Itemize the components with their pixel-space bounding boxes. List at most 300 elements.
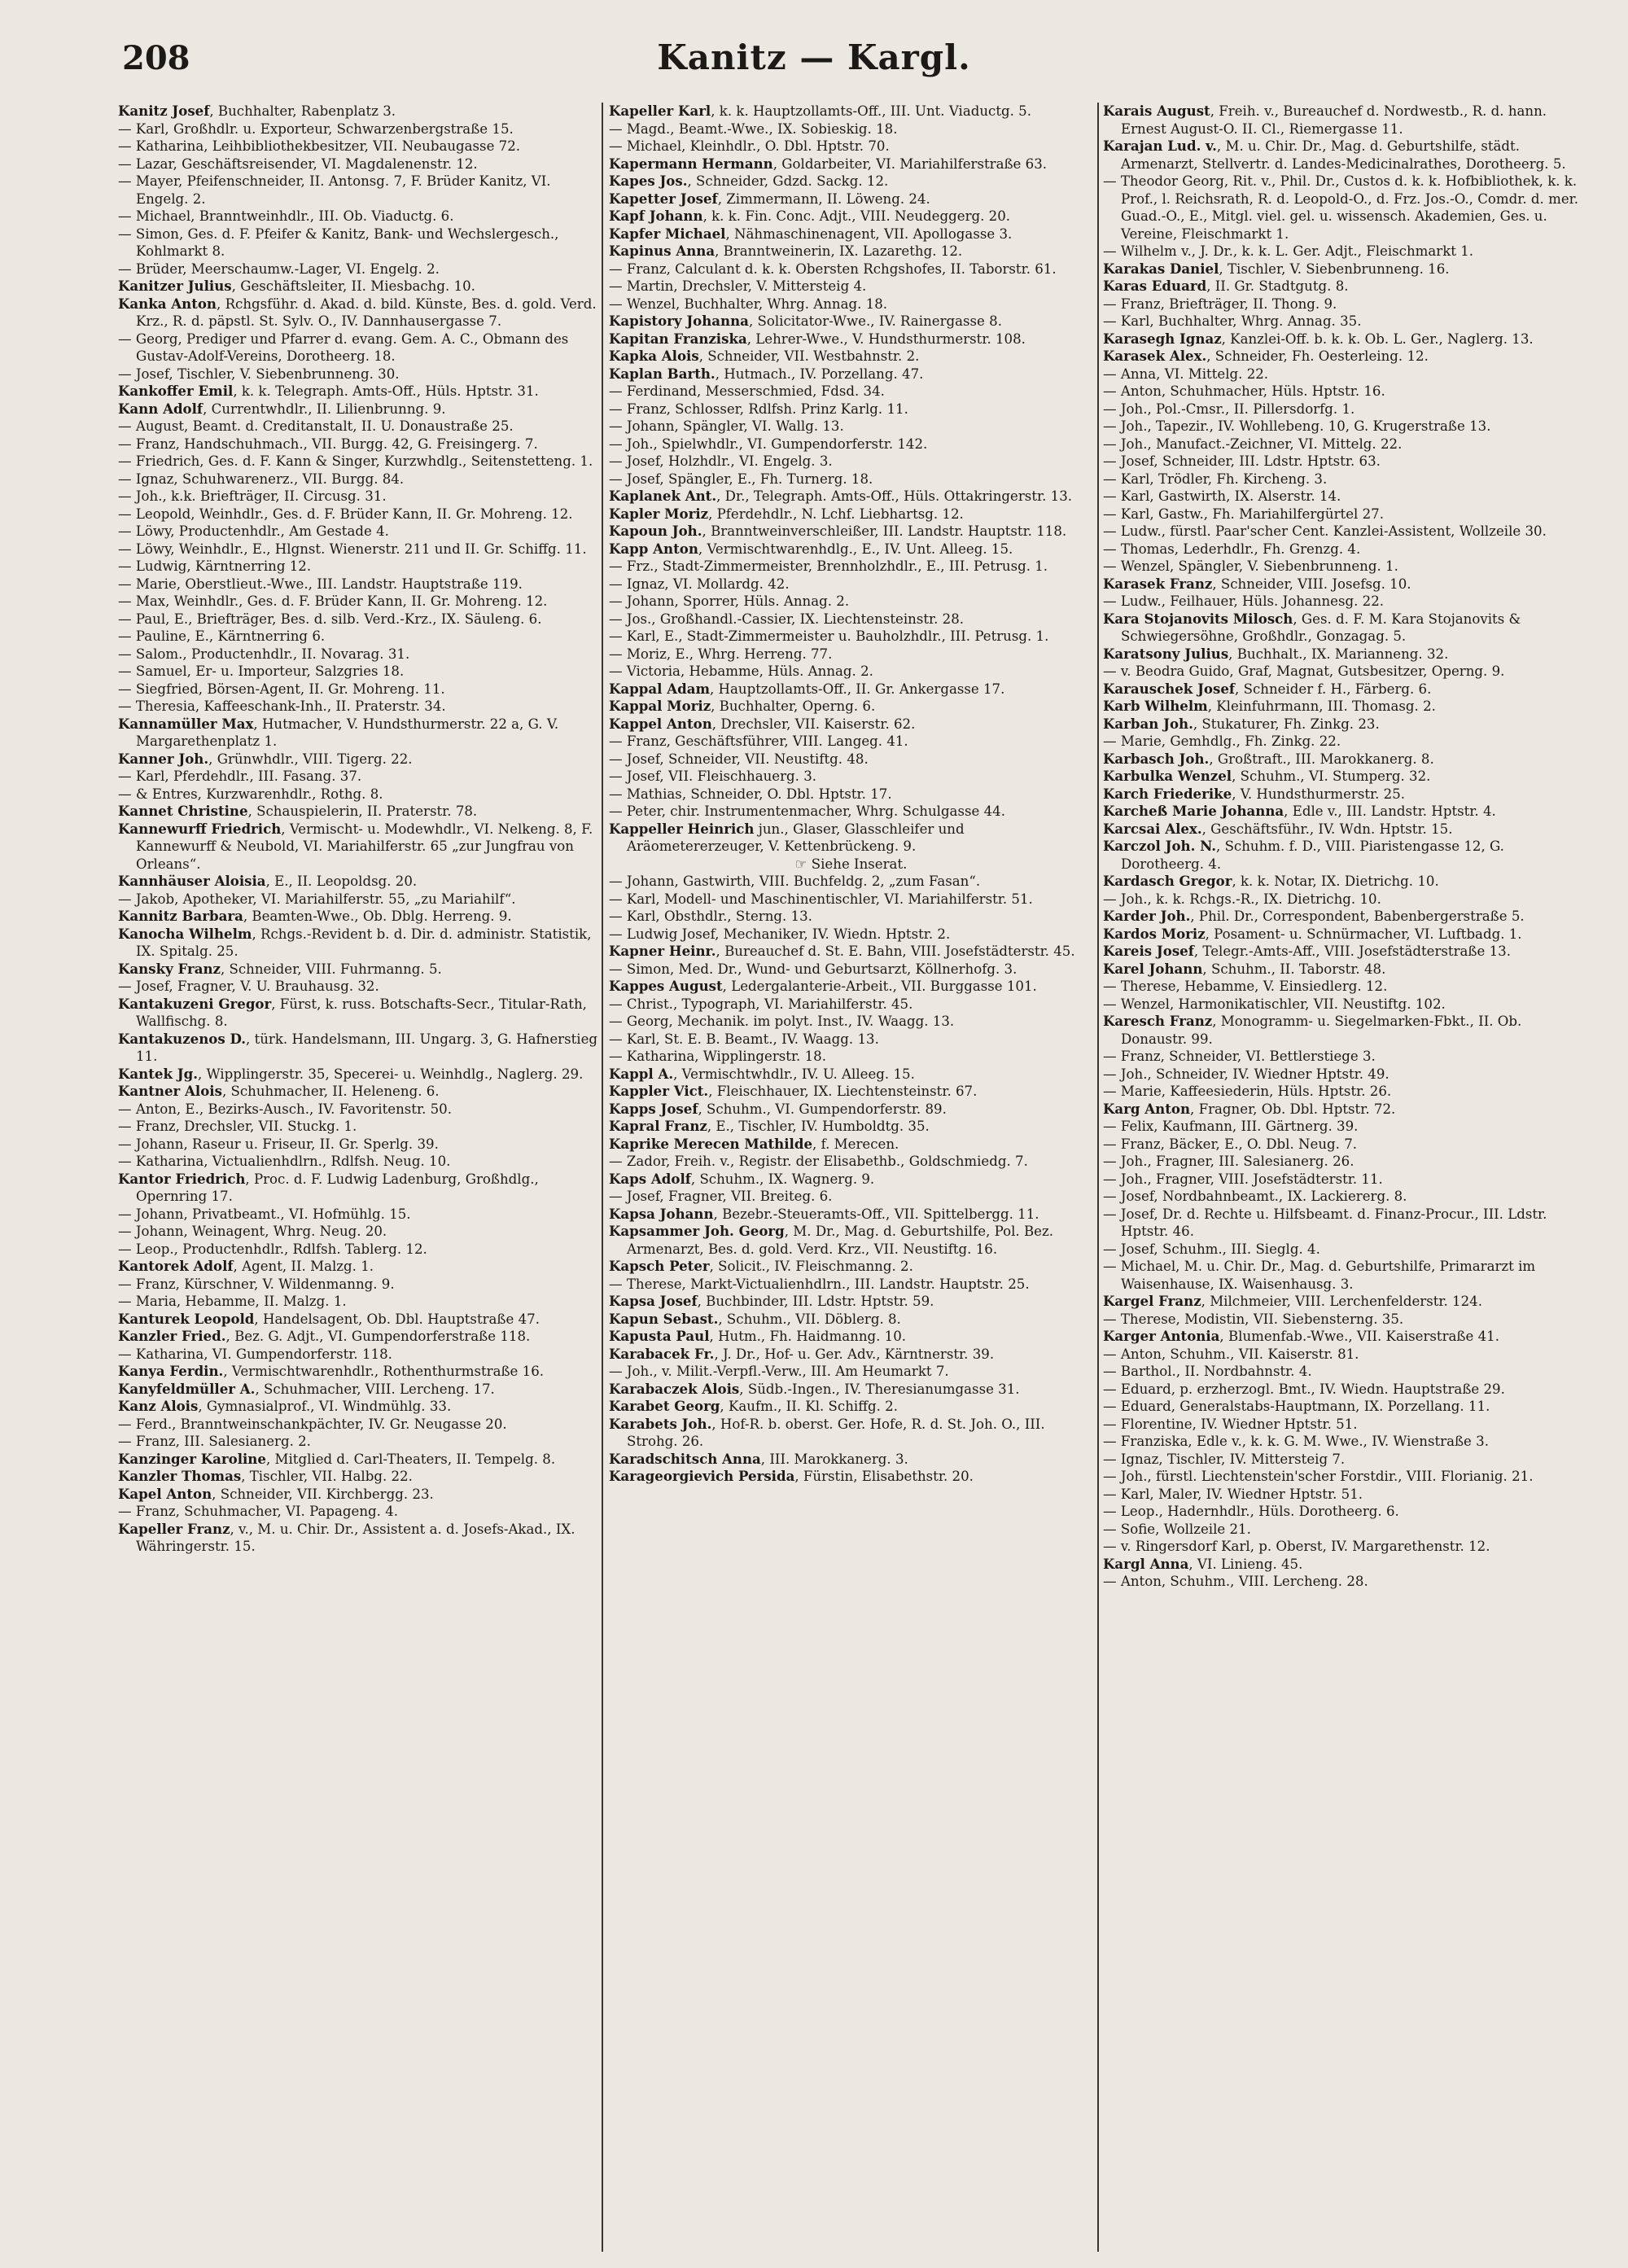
directory-entry <box>609 488 1093 506</box>
directory-entry <box>118 926 598 961</box>
directory-entry <box>1103 751 1591 768</box>
entry-details: — Johann, Privatbeamt., VI. Hofmühlg. 15. <box>118 1206 411 1222</box>
entry-details: — Moriz, E., Whrg. Herreng. 77. <box>609 646 833 662</box>
entry-surname: Karadschitsch Anna <box>609 1450 761 1467</box>
entry-details: — Marie, Gemhdlg., Fh. Zinkg. 22. <box>1103 733 1341 749</box>
entry-details: — Joh., Pol.-Cmsr., II. Pillersdorfg. 1. <box>1103 401 1355 417</box>
entry-details: — Barthol., II. Nordbahnstr. 4. <box>1103 1364 1312 1379</box>
entry-details: — Karl, Gastwirth, IX. Alserstr. 14. <box>1103 488 1341 504</box>
entry-details: — Josef, Schneider, III. Ldstr. Hptstr. 63. <box>1103 453 1381 469</box>
directory-entry <box>118 383 598 401</box>
directory-entry <box>118 418 598 436</box>
directory-entry <box>1103 961 1591 979</box>
entry-details: — Katharina, Victualienhdlrn., Rdlfsh. Neug. 10. <box>118 1154 451 1169</box>
directory-entry <box>609 296 1093 313</box>
entry-details: , Phil. Dr., Correspondent, Babenbergerstraße 5. <box>1190 909 1525 924</box>
directory-entry <box>609 331 1093 348</box>
entry-details: — Josef, Holzhdlr., VI. Engelg. 3. <box>609 453 833 469</box>
entry-details: — Florentine, IV. Wiedner Hptstr. 51. <box>1103 1416 1358 1432</box>
entry-surname: Kanzler Fried. <box>118 1328 226 1344</box>
entry-details: — August, Beamt. d. Creditanstalt, II. U. Donaustraße 25. <box>118 418 514 434</box>
directory-entry <box>1103 821 1591 838</box>
entry-details: jun., Glaser, Glasschleifer und Aräometererzeuger, V. Kettenbrückeng. 9. <box>627 821 965 854</box>
directory-entry <box>609 313 1093 331</box>
directory-entry <box>1103 1293 1591 1311</box>
entry-surname: Kantorek Adolf <box>118 1258 234 1274</box>
entry-surname: Kaprike Merecen Mathilde <box>609 1135 813 1152</box>
directory-entry <box>1103 576 1591 593</box>
directory-entry <box>118 296 598 331</box>
directory-entry <box>118 646 598 663</box>
entry-surname: Karabacek Fr. <box>609 1345 715 1362</box>
entry-details: — Löwy, Weinhdlr., E., Hlgnst. Wienerstr. 211 und II. Gr. Schiffg. 11. <box>118 541 587 557</box>
directory-entry <box>1103 873 1591 891</box>
directory-entry <box>118 1468 598 1486</box>
directory-entry <box>118 453 598 471</box>
entry-surname: Kaplan Barth. <box>609 365 716 382</box>
directory-entry <box>1103 1311 1591 1329</box>
entry-details: — v. Ringersdorf Karl, p. Oberst, IV. Margarethenstr. 12. <box>1103 1539 1490 1554</box>
directory-entry <box>1103 1206 1591 1241</box>
entry-details: , Kaufm., II. Kl. Schiffg. 2. <box>720 1399 899 1414</box>
directory-entry <box>118 663 598 681</box>
directory-entry <box>1103 1136 1591 1154</box>
directory-entry <box>609 786 1093 803</box>
directory-entry <box>609 558 1093 576</box>
entry-details: — Josef, Fragner, V. U. Brauhausg. 32. <box>118 979 379 994</box>
directory-entry <box>609 681 1093 698</box>
directory-entry <box>118 1328 598 1346</box>
entry-details: — Ludwig Josef, Mechaniker, IV. Wiedn. Hptstr. 2. <box>609 926 951 942</box>
entry-details: , k. k. Telegraph. Amts-Off., Hüls. Hptstr. 31. <box>233 383 539 399</box>
entry-details: — Katharina, VI. Gumpendorferstr. 118. <box>118 1346 392 1362</box>
entry-surname: Kapetter Josef <box>609 190 718 207</box>
directory-entry <box>609 1206 1093 1224</box>
entry-surname: Karatsony Julius <box>1103 645 1229 662</box>
entry-details: — Franz, III. Salesianerg. 2. <box>118 1434 311 1449</box>
entry-details: — Eduard, Generalstabs-Hauptmann, IX. Porzellang. 11. <box>1103 1399 1490 1414</box>
directory-entry <box>118 786 598 803</box>
entry-surname: Kapes Jos. <box>609 173 688 189</box>
directory-entry <box>118 996 598 1031</box>
entry-surname: Kapf Johann <box>609 208 703 224</box>
directory-entry <box>609 383 1093 401</box>
directory-entry <box>118 366 598 383</box>
entry-details: — Peter, chir. Instrumentenmacher, Whrg. Schulgasse 44. <box>609 803 1005 819</box>
entry-details: — Magd., Beamt.-Wwe., IX. Sobieskig. 18. <box>609 120 898 137</box>
directory-entry <box>1103 1013 1591 1048</box>
directory-entry <box>1103 733 1591 751</box>
directory-entry <box>118 593 598 611</box>
directory-entry <box>1103 1398 1591 1416</box>
directory-entry <box>609 768 1093 786</box>
directory-entry <box>118 1381 598 1399</box>
directory-entry <box>118 1311 598 1329</box>
directory-entry <box>118 488 598 506</box>
directory-entry <box>1103 681 1591 698</box>
entry-details: , Solicitator-Wwe., IV. Rainergasse 8. <box>748 313 1002 329</box>
directory-entry <box>118 1066 598 1084</box>
entry-details: — Eduard, p. erzherzogl. Bmt., IV. Wiedn. Hauptstraße 29. <box>1103 1381 1505 1397</box>
entry-details: , Bureauchef d. St. E. Bahn, VIII. Josefstädterstr. 45. <box>716 944 1075 959</box>
entry-details: — Löwy, Productenhdlr., Am Gestade 4. <box>118 523 389 539</box>
directory-entry <box>118 576 598 593</box>
directory-entry <box>609 1153 1093 1171</box>
directory-entry <box>118 1503 598 1521</box>
entry-details: , Stukaturer, Fh. Zinkg. 23. <box>1193 716 1380 732</box>
entry-details: , Telegr.-Amts-Aff., VIII. Josefstädterstraße 13. <box>1193 944 1511 959</box>
entry-details: — Franz, Schuhmacher, VI. Papageng. 4. <box>118 1504 399 1519</box>
directory-entry <box>118 1101 598 1119</box>
entry-surname: Kapka Alois <box>609 348 699 364</box>
entry-surname: Kapusta Paul <box>609 1328 710 1344</box>
directory-entry <box>1103 558 1591 576</box>
entry-details: — Johann, Raseur u. Friseur, II. Gr. Sperlg. 39. <box>118 1136 439 1152</box>
entry-details: , Buchbinder, III. Ldstr. Hptstr. 59. <box>697 1294 934 1309</box>
directory-entry <box>1103 1521 1591 1539</box>
directory-entry <box>609 943 1093 961</box>
entry-details: — Karl, E., Stadt-Zimmermeister u. Bauholzhdlr., III. Petrusg. 1. <box>609 628 1049 644</box>
entry-details: , Mitglied d. Carl-Theaters, II. Tempelg. 8. <box>265 1451 556 1467</box>
directory-entry <box>609 1381 1093 1399</box>
directory-entry <box>609 926 1093 944</box>
column-divider <box>602 103 603 2252</box>
entry-surname: Kapler Moriz <box>609 505 709 522</box>
directory-entry <box>118 1486 598 1504</box>
entry-surname: Kapsa Johann <box>609 1205 714 1222</box>
entry-details: , Vermischtwarenhdlr., Rothenthurmstraße 16. <box>223 1364 545 1379</box>
directory-entry <box>1103 103 1591 138</box>
directory-entry <box>609 1136 1093 1154</box>
entry-surname: Kaps Adolf <box>609 1170 691 1187</box>
directory-entry <box>1103 471 1591 488</box>
directory-entry <box>1103 383 1591 401</box>
entry-surname: Karabets Joh. <box>609 1415 712 1432</box>
directory-entry <box>609 1101 1093 1119</box>
entry-details: — Karl, St. E. B. Beamt., IV. Waagg. 13. <box>609 1031 879 1047</box>
directory-entry <box>609 348 1093 366</box>
entry-details: , v., M. u. Chir. Dr., Assistent a. d. Josefs-Akad., IX. Währingerstr. 15. <box>136 1521 575 1554</box>
directory-entry <box>609 436 1093 453</box>
entry-details: — Josef, Nordbahnbeamt., IX. Lackiererg. 8. <box>1103 1189 1407 1204</box>
entry-details: — Therese, Hebamme, V. Einsiedlerg. 12. <box>1103 979 1388 994</box>
entry-details: — Josef, VII. Fleischhauerg. 3. <box>609 768 817 784</box>
column-divider <box>1097 103 1099 2252</box>
page-number: 208 <box>122 39 190 77</box>
entry-details: , Hutm., Fh. Haidmanng. 10. <box>709 1329 907 1344</box>
entry-surname: Kappal Adam <box>609 680 710 697</box>
entry-details: — Max, Weinhdlr., Ges. d. F. Brüder Kann, II. Gr. Mohreng. 12. <box>118 593 548 609</box>
entry-surname: Kapitan Franziska <box>609 330 747 347</box>
entry-details: — Joh., fürstl. Liechtenstein'scher Forstdir., VIII. Florianig. 21. <box>1103 1469 1534 1484</box>
entry-details: — Anton, Schuhmacher, Hüls. Hptstr. 16. <box>1103 383 1385 399</box>
entry-surname: Kardasch Gregor <box>1103 873 1232 889</box>
directory-entry <box>1103 173 1591 243</box>
entry-details: — Karl, Gastw., Fh. Mariahilfergürtel 27. <box>1103 506 1385 522</box>
directory-column-2 <box>609 103 1093 2252</box>
directory-entry <box>118 1153 598 1171</box>
directory-entry <box>609 576 1093 593</box>
entry-details: — Franz, Bäcker, E., O. Dbl. Neug. 7. <box>1103 1136 1358 1152</box>
entry-surname: Kapeller Franz <box>118 1520 230 1537</box>
entry-surname: Kappeller Heinrich <box>609 820 755 837</box>
entry-details: — Marie, Oberstlieut.-Wwe., III. Landstr. Hauptstraße 119. <box>118 576 523 592</box>
directory-entry <box>118 1223 598 1241</box>
directory-entry <box>609 1346 1093 1364</box>
entry-details: , Tischler, V. Siebenbrunneng. 16. <box>1219 261 1450 277</box>
entry-details: , Grünwhdlr., VIII. Tigerg. 22. <box>208 751 413 767</box>
entry-details: , Hof-R. b. oberst. Ger. Hofe, R. d. St. Joh. O., III. Strohg. 26. <box>627 1416 1045 1449</box>
entry-details: , Kleinfuhrmann, III. Thomasg. 2. <box>1207 698 1436 714</box>
directory-entry <box>609 278 1093 296</box>
entry-details: , Milchmeier, VIII. Lerchenfelderstr. 124. <box>1201 1294 1483 1309</box>
entry-details: — Karl, Maler, IV. Wiedner Hptstr. 51. <box>1103 1486 1363 1502</box>
entry-surname: Karasek Alex. <box>1103 348 1207 364</box>
entry-surname: Kapel Anton <box>118 1485 212 1502</box>
directory-entry <box>118 558 598 576</box>
directory-entry <box>609 1258 1093 1276</box>
directory-entry <box>118 401 598 418</box>
directory-entry <box>609 1363 1093 1381</box>
entry-surname: Kannamüller Max <box>118 715 254 732</box>
directory-entry <box>118 436 598 453</box>
directory-entry <box>1103 943 1591 961</box>
entry-details: — Franz, Schlosser, Rdlfsh. Prinz Karlg. 11. <box>609 401 908 417</box>
entry-details: — Joh., Spielwhdlr., VI. Gumpendorferstr. 142. <box>609 436 928 452</box>
directory-entry <box>118 523 598 541</box>
directory-entry <box>1103 1503 1591 1521</box>
entry-details: — Joh., k.k. Briefträger, II. Circusg. 31. <box>118 488 387 504</box>
entry-details: — Franz, Briefträger, II. Thong. 9. <box>1103 296 1337 312</box>
entry-details: — Joh., Fragner, III. Salesianerg. 26. <box>1103 1154 1354 1169</box>
directory-entry <box>118 1521 598 1556</box>
entry-details: — Franz, Geschäftsführer, VIII. Langeg. 41. <box>609 733 908 749</box>
directory-entry <box>118 681 598 698</box>
directory-entry <box>1103 1171 1591 1189</box>
directory-entry <box>609 243 1093 261</box>
directory-entry <box>609 401 1093 418</box>
entry-surname: Kargel Franz <box>1103 1293 1201 1309</box>
entry-details: , M. u. Chir. Dr., Mag. d. Geburtshilfe, städt. Armenarzt, Stellvertr. d. Landes-Medicinalrathes, Dorotheerg. 5. <box>1121 138 1566 172</box>
entry-details: , Schneider, VII. Westbahnstr. 2. <box>698 348 920 364</box>
entry-surname: Karger Antonia <box>1103 1328 1220 1344</box>
directory-entry <box>118 698 598 716</box>
entry-details: — Ludwig, Kärntnerring 12. <box>118 558 312 574</box>
entry-details: — Johann, Gastwirth, VIII. Buchfeldg. 2, „zum Fasan“. <box>609 873 981 889</box>
entry-details: — Franz, Kürschner, V. Wildenmanng. 9. <box>118 1276 395 1292</box>
entry-details: , Vermischt- u. Modewhdlr., VI. Nelkeng. 8, F. Kannewurff & Neubold, VI. Mariahilferstr. 65 „zur Jungfrau von Orleans“. <box>136 821 593 872</box>
directory-entry <box>1103 541 1591 558</box>
entry-details: , Kanzlei-Off. b. k. k. Ob. L. Ger., Naglerg. 13. <box>1221 331 1534 347</box>
directory-entry <box>1103 593 1591 611</box>
entry-surname: Kapsch Peter <box>609 1258 710 1274</box>
directory-entry <box>609 1031 1093 1049</box>
entry-details: , Fleischhauer, IX. Liechtensteinstr. 67. <box>708 1084 978 1099</box>
entry-details: — Josef, Schuhm., III. Sieglg. 4. <box>1103 1241 1320 1257</box>
entry-surname: Kapner Heinr. <box>609 943 716 959</box>
entry-details: , Geschäftsführ., IV. Wdn. Hptstr. 15. <box>1201 821 1453 837</box>
directory-entry <box>609 751 1093 768</box>
directory-entry <box>609 1223 1093 1258</box>
entry-details: — Therese, Markt-Victualienhdlrn., III. Landstr. Hauptstr. 25. <box>609 1276 1030 1292</box>
entry-details: , Wipplingerstr. 35, Specerei- u. Weinhdlg., Naglerg. 29. <box>197 1066 584 1082</box>
entry-surname: Karabaczek Alois <box>609 1380 740 1397</box>
entry-surname: Kantek Jg. <box>118 1065 198 1082</box>
entry-details: , Lehrer-Wwe., V. Hundsthurmerstr. 108. <box>746 331 1026 347</box>
directory-entry <box>609 208 1093 225</box>
entry-details: , Fürst, k. russ. Botschafts-Secr., Titular-Rath, Wallfischg. 8. <box>136 996 587 1029</box>
entry-details: — Martin, Drechsler, V. Mittersteig 4. <box>609 278 867 294</box>
directory-entry <box>1103 1556 1591 1574</box>
entry-details: , Handelsagent, Ob. Dbl. Hauptstraße 47. <box>254 1311 540 1327</box>
entry-details: — & Entres, Kurzwarenhdlr., Rothg. 8. <box>118 786 383 802</box>
directory-entry <box>118 103 598 120</box>
entry-details: , Bez. G. Adjt., VI. Gumpendorferstraße 118. <box>225 1329 531 1344</box>
entry-details: — Franziska, Edle v., k. k. G. M. Wwe., IV. Wienstraße 3. <box>1103 1434 1489 1449</box>
entry-details: , VI. Linieng. 45. <box>1188 1556 1303 1572</box>
directory-entry <box>118 541 598 558</box>
entry-surname: Karbulka Wenzel <box>1103 768 1232 784</box>
entry-details: — Mayer, Pfeifenschneider, II. Antonsg. 7, F. Brüder Kanitz, VI. Engelg. 2. <box>118 173 551 207</box>
directory-entry <box>118 1118 598 1136</box>
directory-entry <box>1103 1451 1591 1469</box>
entry-details: — Theodor Georg, Rit. v., Phil. Dr., Custos d. k. k. Hofbibliothek, k. k. Prof., l. Reichsrath, R. d. Leopold-O., d. Frz. Jos.-O., Comdr. d. mer. Guad.-O., E., Mitgl. viel. gel. u. wissensch. Akademien, Ges. u. Vereine, Fleischmarkt 1. <box>1103 173 1579 242</box>
entry-surname: Karasek Franz <box>1103 575 1213 592</box>
entry-details: , II. Gr. Stadtgutg. 8. <box>1206 278 1349 294</box>
directory-entry <box>118 891 598 909</box>
entry-details: , Hutmacher, V. Hundsthurmerstr. 22 a, G. V. Margarethenplatz 1. <box>136 716 559 749</box>
entry-details: , Pferdehdlr., N. Lchf. Liebhartsg. 12. <box>708 506 964 522</box>
entry-details: , Ledergalanterie-Arbeit., VII. Burggasse 101. <box>722 979 1037 994</box>
entry-surname: Kapoun Joh. <box>609 523 702 539</box>
directory-entry <box>1103 786 1591 803</box>
entry-details: , Schneider, VIII. Fuhrmanng. 5. <box>220 961 442 977</box>
directory-entry <box>1103 278 1591 296</box>
entry-details: , Nähmaschinenagent, VII. Apollogasse 3. <box>725 225 1013 242</box>
directory-entry <box>118 1451 598 1469</box>
directory-column-1 <box>118 103 598 2252</box>
entry-surname: Kapps Josef <box>609 1100 698 1117</box>
entry-details: , Schneider, Gdzd. Sackg. 12. <box>687 173 889 189</box>
entry-surname: Karakas Daniel <box>1103 260 1219 277</box>
directory-entry <box>609 261 1093 278</box>
entry-details: — Karl, Obsthdlr., Sterng. 13. <box>609 909 812 924</box>
entry-surname: Kanner Joh. <box>118 750 209 767</box>
entry-details: — Ferd., Branntweinschankpächter, IV. Gr. Neugasse 20. <box>118 1416 507 1432</box>
directory-entry <box>118 961 598 979</box>
entry-surname: Kappler Vict. <box>609 1083 709 1099</box>
entry-surname: Kansky Franz <box>118 960 221 977</box>
directory-entry <box>609 138 1093 155</box>
directory-entry <box>609 523 1093 541</box>
entry-surname: Kapeller Karl <box>609 103 711 119</box>
entry-surname: Kanzler Thomas <box>118 1468 242 1484</box>
directory-entry <box>118 173 598 208</box>
entry-details: — Josef, Dr. d. Rechte u. Hilfsbeamt. d. Finanz-Procur., III. Ldstr. Hptstr. 46. <box>1103 1206 1547 1239</box>
entry-surname: Karder Joh. <box>1103 908 1191 924</box>
page-header <box>0 33 1628 90</box>
entry-surname: Kappes August <box>609 978 723 994</box>
entry-surname: Karajan Lud. v. <box>1103 138 1217 154</box>
directory-entry <box>609 173 1093 190</box>
entry-details: , Schuhmacher, VIII. Lercheng. 17. <box>255 1381 495 1397</box>
entry-surname: Kapral Franz <box>609 1118 707 1134</box>
directory-entry <box>609 155 1093 173</box>
directory-entry <box>609 1066 1093 1084</box>
entry-details: , Monogramm- u. Siegelmarken-Fbkt., II. Ob. Donaustr. 99. <box>1121 1014 1522 1047</box>
directory-entry <box>118 1031 598 1066</box>
entry-surname: Kardos Moriz <box>1103 925 1206 942</box>
entry-surname: Kanitz Josef <box>118 103 210 119</box>
directory-entry <box>118 716 598 751</box>
entry-surname: Kanka Anton <box>118 295 217 312</box>
directory-entry <box>1103 996 1591 1014</box>
entry-details: — Joh., Schneider, IV. Wiedner Hptstr. 49. <box>1103 1066 1389 1082</box>
entry-surname: Kapp Anton <box>609 540 698 557</box>
entry-surname: Kantor Friedrich <box>118 1170 246 1187</box>
entry-details: , Dr., Telegraph. Amts-Off., Hüls. Ottakringerstr. 13. <box>716 488 1073 504</box>
entry-details: — Karl, Trödler, Fh. Kircheng. 3. <box>1103 471 1328 487</box>
entry-details: — Joh., Manufact.-Zeichner, VI. Mittelg. 22. <box>1103 436 1403 452</box>
directory-entry <box>1103 1153 1591 1171</box>
directory-entry <box>609 856 1093 873</box>
entry-details: , Schuhm., II. Taborstr. 48. <box>1202 961 1386 977</box>
directory-entry <box>609 190 1093 208</box>
entry-details: — Anna, VI. Mittelg. 22. <box>1103 366 1269 382</box>
directory-entry <box>1103 1048 1591 1066</box>
directory-entry <box>1103 978 1591 996</box>
directory-entry <box>118 1136 598 1154</box>
directory-entry <box>609 1188 1093 1206</box>
directory-entry <box>609 663 1093 681</box>
directory-entry <box>609 611 1093 628</box>
directory-entry <box>118 1433 598 1451</box>
entry-details: , k. k. Hauptzollamts-Off., III. Unt. Viaductg. 5. <box>711 103 1032 119</box>
entry-details: , Großtraft., III. Marokkanerg. 8. <box>1209 751 1434 767</box>
entry-surname: Kanzinger Karoline <box>118 1450 266 1467</box>
directory-entry <box>1103 453 1591 471</box>
directory-entry <box>1103 926 1591 944</box>
entry-surname: Karas Eduard <box>1103 278 1207 294</box>
directory-entry <box>1103 331 1591 348</box>
directory-entry <box>609 733 1093 751</box>
entry-details: , Edle v., III. Landstr. Hptstr. 4. <box>1284 803 1496 819</box>
directory-entry <box>609 978 1093 996</box>
entry-details: , Gymnasialprof., VI. Windmühlg. 33. <box>198 1399 452 1414</box>
entry-details: — Leop., Productenhdlr., Rdlfsh. Tablerg. 12. <box>118 1241 427 1257</box>
entry-details: — Ignaz, Schuhwarenerz., VII. Burgg. 84. <box>118 471 405 487</box>
directory-entry <box>609 593 1093 611</box>
entry-details: , k. k. Fin. Conc. Adjt., VIII. Neudeggerg. 20. <box>702 208 1011 224</box>
entry-details: , Rchgs.-Revident b. d. Dir. d. administr. Statistik, IX. Spitalg. 25. <box>136 926 592 959</box>
directory-entry <box>1103 418 1591 436</box>
directory-entry <box>1103 663 1591 681</box>
entry-surname: Kapistory Johanna <box>609 313 749 329</box>
directory-entry <box>609 506 1093 523</box>
entry-details: , Blumenfab.-Wwe., VII. Kaiserstraße 41. <box>1219 1329 1499 1344</box>
directory-entry <box>609 418 1093 436</box>
entry-details: — Karl, Buchhalter, Whrg. Annag. 35. <box>1103 313 1362 329</box>
entry-surname: Kanturek Leopold <box>118 1310 255 1327</box>
entry-surname: Karasegh Ignaz <box>1103 330 1222 347</box>
entry-details: , Schauspielerin, II. Praterstr. 78. <box>247 803 478 819</box>
directory-entry <box>1103 436 1591 453</box>
directory-entry <box>118 821 598 873</box>
entry-details: — Wilhelm v., J. Dr., k. k. L. Ger. Adjt., Fleischmarkt 1. <box>1103 243 1474 259</box>
directory-entry <box>609 873 1093 891</box>
entry-surname: Karczol Joh. N. <box>1103 838 1217 854</box>
entry-details: , Beamten-Wwe., Ob. Dblg. Herreng. 9. <box>243 909 512 924</box>
